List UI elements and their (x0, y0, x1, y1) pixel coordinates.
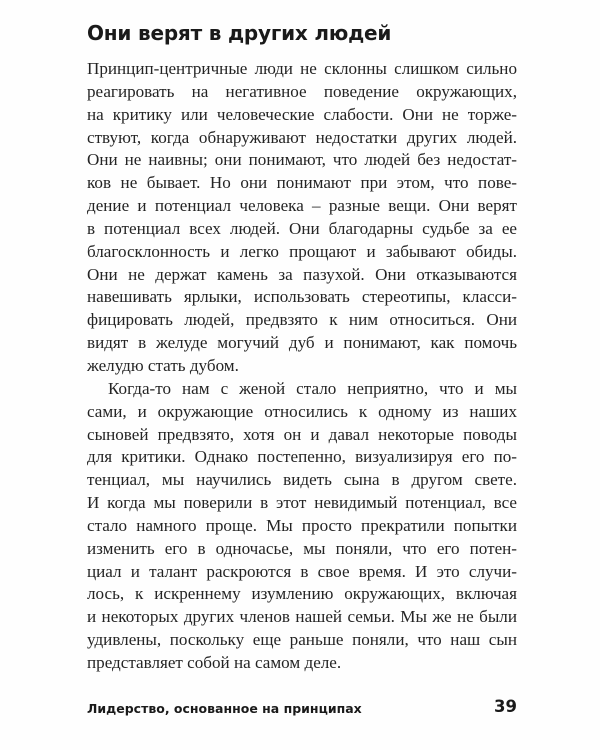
text-line: стало намного проще. Мы просто прекратили попытки (87, 515, 517, 535)
body-text (87, 58, 517, 675)
paragraph-2 (87, 378, 517, 675)
text-line: представляет собой на самом деле. (87, 652, 342, 672)
page-number: 39 (494, 697, 517, 716)
text-line: благосклонность и легко прощают и забывают обиды. (87, 241, 517, 261)
text-line: Они не держат камень за пазухой. Они отказываются (87, 264, 517, 284)
text-line: в потенциал всех людей. Они благодарны судьбе за ее (87, 218, 517, 238)
text-line: Принцип-центричные люди не склонны слишком сильно (87, 59, 517, 78)
text-line: и некоторых других членов нашей семьи. Мы же не были (87, 607, 517, 627)
paragraph-1 (87, 58, 517, 378)
text-line: сыновей предвзято, хотя он и давал некоторые поводы (87, 424, 517, 444)
text-line: для критики. Однако постепенно, визуализируя его по- (87, 447, 517, 467)
text-line: ков не бывает. Но они понимают при этом, что пове- (87, 173, 517, 193)
text-line: Когда-то нам с женой стало неприятно, что и мы (108, 378, 517, 398)
text-line: тенциал, мы научились видеть сына в другом свете. (87, 470, 517, 490)
text-line: навешивать ярлыки, использовать стереотипы, класси- (87, 287, 517, 307)
page-footer (87, 699, 517, 721)
text-line: сами, и окружающие относились к одному из наших (87, 401, 517, 421)
text-line: удивлены, поскольку еще раньше поняли, что наш сын (87, 630, 517, 650)
text-line: изменить его в одночасье, мы поняли, что его потен- (87, 538, 517, 558)
text-line: циал и талант раскроются в свое время. И это случи- (87, 561, 517, 581)
text-line: дение и потенциал человека – разные вещи. Они верят (87, 196, 517, 216)
text-line: реагировать на негативное поведение окружающих, (87, 81, 517, 101)
text-line: И когда мы поверили в этот невидимый потенциал, все (87, 493, 517, 513)
text-line: видят в желуде могучий дуб и понимают, как помочь (87, 333, 517, 353)
text-line: желудю стать дубом. (87, 355, 239, 375)
text-line: фицировать людей, предвзято к ним относиться. Они (87, 310, 517, 330)
section-heading: Они верят в других людей (87, 21, 392, 45)
text-line: Они не наивны; они понимают, что людей без недостат- (87, 150, 517, 170)
running-footer-title: Лидерство, основанное на принципах (87, 701, 362, 716)
text-line: лось, к искреннему изумлению окружающих, включая (87, 584, 517, 604)
text-line: ствуют, когда обнаруживают недостатки других людей. (87, 127, 517, 147)
text-line: на критику или человеческие слабости. Они не торже- (87, 104, 517, 124)
